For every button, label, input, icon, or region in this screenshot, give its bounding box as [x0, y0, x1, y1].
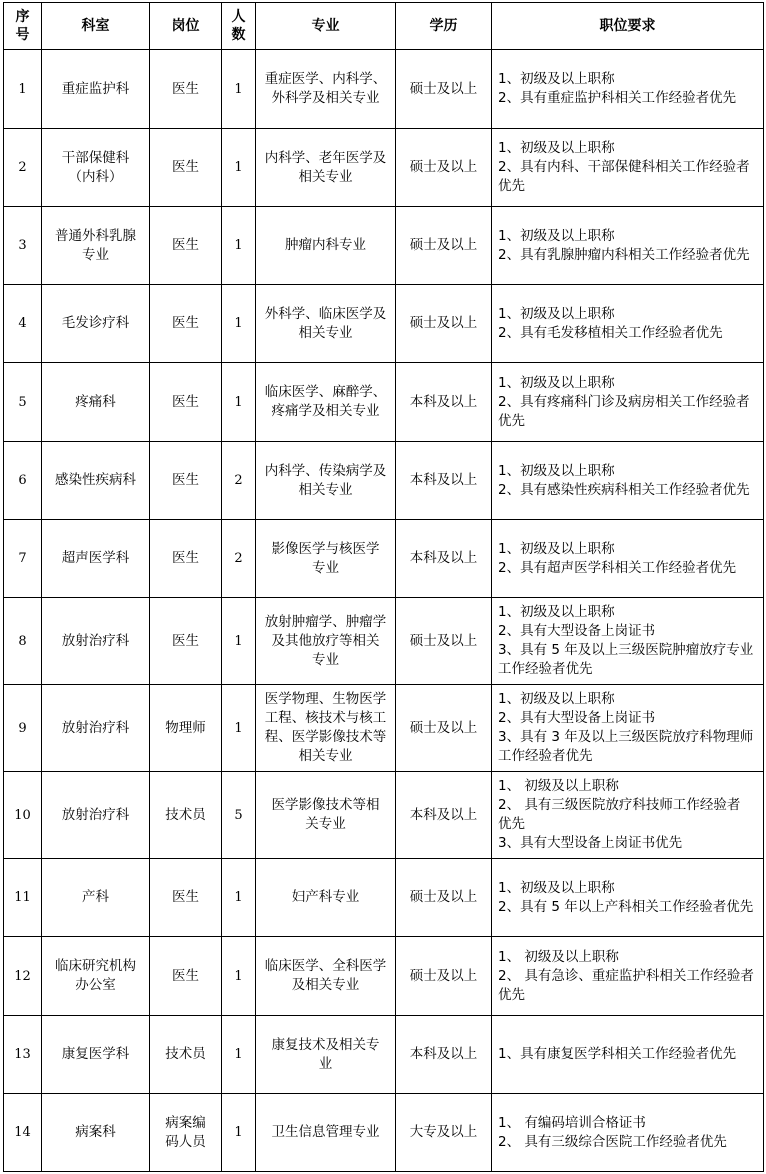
requirement-line: 1、初级及以上职称	[498, 462, 615, 479]
dept-cell	[42, 285, 150, 363]
major-line: 专业	[312, 651, 339, 668]
dept-cell	[42, 772, 150, 859]
count-cell: 1	[222, 1016, 256, 1094]
requirement-line: 1、初级及以上职称	[498, 305, 615, 322]
major-cell	[256, 285, 396, 363]
major-line: 肿瘤内科专业	[285, 237, 366, 253]
table-row	[4, 442, 764, 520]
major-line: 及相关专业	[291, 977, 360, 993]
header-edu: 学历	[396, 3, 492, 50]
seq-cell: 12	[4, 937, 42, 1016]
major-line: 康复技术及相关专	[271, 1036, 380, 1053]
major-cell	[256, 937, 396, 1016]
edu-cell: 大专及以上	[396, 1094, 492, 1172]
requirement-line: 2、具有毛发移植相关工作经验者优先	[498, 324, 723, 341]
requirement-line: 2、具有疼痛科门诊及病房相关工作经验者	[498, 393, 750, 410]
seq-cell: 4	[4, 285, 42, 363]
header-major: 专业	[256, 3, 396, 50]
requirement-line: 优先	[498, 412, 525, 429]
requirement-line: 工作经验者优先	[498, 661, 593, 677]
count-cell: 2	[222, 520, 256, 598]
major-line: 相关专业	[298, 324, 353, 341]
post-line: 医生	[172, 632, 199, 649]
header-req: 职位要求	[492, 3, 764, 50]
dept-line: （内科）	[68, 168, 123, 185]
major-line: 医学物理、生物医学	[264, 691, 387, 707]
seq-cell: 11	[4, 859, 42, 937]
requirement-cell	[492, 598, 764, 685]
dept-line: 干部保健科	[61, 149, 130, 166]
post-line: 医生	[172, 889, 199, 905]
major-line: 关专业	[305, 816, 346, 832]
major-line: 内科学、老年医学及	[264, 149, 387, 166]
edu-cell: 本科及以上	[396, 520, 492, 598]
major-line: 医学影像技术等相	[271, 797, 380, 813]
dept-cell	[42, 598, 150, 685]
major-line: 工程、核技术与核工	[264, 710, 387, 726]
edu-cell: 本科及以上	[396, 1016, 492, 1094]
dept-cell	[42, 1016, 150, 1094]
header-seq: 序 号	[4, 3, 42, 50]
post-line: 物理师	[165, 719, 206, 736]
post-line: 医生	[172, 967, 199, 984]
requirement-line: 2、 具有急诊、重症监护科相关工作经验者	[498, 967, 754, 984]
post-line: 技术员	[165, 806, 206, 823]
dept-line: 放射治疗科	[61, 806, 130, 823]
seq-cell: 13	[4, 1016, 42, 1094]
requirement-line: 3、具有大型设备上岗证书优先	[498, 835, 683, 851]
count-cell: 1	[222, 859, 256, 937]
requirement-cell	[492, 859, 764, 937]
table-row	[4, 685, 764, 772]
major-cell	[256, 442, 396, 520]
requirement-line: 2、具有感染性疾病科相关工作经验者优先	[498, 481, 750, 498]
major-line: 相关专业	[298, 168, 353, 185]
requirement-line: 2、具有内科、干部保健科相关工作经验者	[498, 159, 750, 175]
major-line: 程、医学影像技术等	[264, 729, 387, 745]
dept-line: 超声医学科	[61, 550, 130, 566]
seq-cell: 6	[4, 442, 42, 520]
major-cell	[256, 772, 396, 859]
edu-cell: 硕士及以上	[396, 598, 492, 685]
table-row	[4, 772, 764, 859]
edu-cell: 硕士及以上	[396, 285, 492, 363]
major-line: 业	[318, 1055, 333, 1072]
edu-cell: 硕士及以上	[396, 207, 492, 285]
requirement-cell	[492, 937, 764, 1016]
edu-cell: 硕士及以上	[396, 685, 492, 772]
major-line: 影像医学与核医学	[271, 540, 380, 557]
post-line: 医生	[172, 159, 199, 175]
post-cell	[150, 207, 222, 285]
requirement-line: 2、具有重症监护科相关工作经验者优先	[498, 90, 737, 106]
major-line: 内科学、传染病学及	[264, 462, 387, 479]
table-row	[4, 859, 764, 937]
requirement-line: 1、初级及以上职称	[498, 604, 615, 620]
dept-cell	[42, 685, 150, 772]
major-line: 专业	[312, 559, 339, 576]
table-row	[4, 207, 764, 285]
seq-cell: 14	[4, 1094, 42, 1172]
edu-cell: 本科及以上	[396, 442, 492, 520]
dept-cell	[42, 129, 150, 207]
seq-cell: 3	[4, 207, 42, 285]
major-line: 相关专业	[298, 748, 353, 764]
table-row	[4, 598, 764, 685]
seq-cell: 8	[4, 598, 42, 685]
requirement-cell	[492, 129, 764, 207]
count-cell: 1	[222, 363, 256, 442]
post-cell	[150, 598, 222, 685]
major-line: 外科学、临床医学及	[264, 305, 387, 322]
major-line: 临床医学、麻醉学、	[264, 384, 387, 400]
requirement-line: 1、 初级及以上职称	[498, 948, 619, 965]
requirement-cell	[492, 1016, 764, 1094]
post-cell	[150, 285, 222, 363]
requirement-line: 2、具有 5 年以上产科相关工作经验者优先	[498, 898, 754, 915]
dept-cell	[42, 1094, 150, 1172]
requirement-line: 优先	[498, 816, 525, 832]
major-cell	[256, 520, 396, 598]
requirement-line: 3、具有 3 年及以上三级医院放疗科物理师	[498, 729, 754, 745]
edu-cell: 本科及以上	[396, 772, 492, 859]
requirement-cell	[492, 1094, 764, 1172]
dept-line: 普通外科乳腺	[55, 227, 136, 244]
major-cell	[256, 129, 396, 207]
seq-cell: 5	[4, 363, 42, 442]
dept-line: 感染性疾病科	[55, 472, 136, 488]
post-line: 医生	[172, 550, 199, 566]
count-cell: 1	[222, 129, 256, 207]
requirement-line: 2、 具有三级医院放疗科技师工作经验者	[498, 797, 741, 813]
post-cell	[150, 937, 222, 1016]
count-cell: 2	[222, 442, 256, 520]
table-body	[4, 50, 764, 1172]
dept-cell	[42, 207, 150, 285]
dept-line: 专业	[82, 246, 109, 263]
requirement-cell	[492, 772, 764, 859]
edu-cell: 硕士及以上	[396, 859, 492, 937]
seq-cell: 9	[4, 685, 42, 772]
count-cell: 5	[222, 772, 256, 859]
post-line: 码人员	[165, 1133, 206, 1150]
requirement-line: 1、初级及以上职称	[498, 691, 615, 707]
requirement-line: 优先	[498, 986, 525, 1003]
major-cell	[256, 1094, 396, 1172]
post-cell	[150, 520, 222, 598]
post-cell	[150, 1016, 222, 1094]
seq-cell: 10	[4, 772, 42, 859]
dept-line: 康复医学科	[61, 1046, 130, 1062]
post-cell	[150, 772, 222, 859]
major-line: 及其他放疗等相关	[271, 632, 380, 649]
table-row	[4, 1094, 764, 1172]
major-cell	[256, 685, 396, 772]
requirement-cell	[492, 363, 764, 442]
requirement-line: 3、具有 5 年及以上三级医院肿瘤放疗专业	[498, 642, 754, 658]
table-row	[4, 937, 764, 1016]
seq-cell: 2	[4, 129, 42, 207]
seq-cell: 1	[4, 50, 42, 129]
dept-cell	[42, 520, 150, 598]
recruitment-table	[3, 2, 764, 1172]
requirement-cell	[492, 285, 764, 363]
major-line: 卫生信息管理专业	[271, 1124, 380, 1140]
table-row	[4, 363, 764, 442]
dept-cell	[42, 859, 150, 937]
header-post: 岗位	[150, 3, 222, 50]
post-line: 医生	[172, 472, 199, 488]
requirement-line: 2、具有大型设备上岗证书	[498, 710, 656, 726]
count-cell: 1	[222, 285, 256, 363]
dept-line: 毛发诊疗科	[61, 315, 130, 331]
post-cell	[150, 50, 222, 129]
dept-cell	[42, 363, 150, 442]
seq-cell: 7	[4, 520, 42, 598]
count-cell: 1	[222, 50, 256, 129]
major-line: 外科学及相关专业	[271, 90, 380, 106]
post-line: 医生	[172, 315, 199, 331]
major-cell	[256, 363, 396, 442]
post-cell	[150, 859, 222, 937]
requirement-line: 1、初级及以上职称	[498, 227, 615, 244]
major-line: 放射肿瘤学、肿瘤学	[264, 613, 387, 630]
post-cell	[150, 1094, 222, 1172]
major-line: 疼痛学及相关专业	[271, 403, 380, 419]
count-cell: 1	[222, 207, 256, 285]
table-row	[4, 520, 764, 598]
dept-cell	[42, 50, 150, 129]
post-cell	[150, 363, 222, 442]
count-cell: 1	[222, 685, 256, 772]
dept-line: 疼痛科	[75, 393, 116, 410]
requirement-line: 2、具有乳腺肿瘤内科相关工作经验者优先	[498, 246, 750, 263]
dept-cell	[42, 442, 150, 520]
major-line: 重症医学、内科学、	[264, 71, 387, 87]
requirement-line: 优先	[498, 178, 525, 194]
table-row	[4, 1016, 764, 1094]
dept-cell	[42, 937, 150, 1016]
major-cell	[256, 859, 396, 937]
major-cell	[256, 598, 396, 685]
major-line: 相关专业	[298, 481, 353, 498]
requirement-line: 1、具有康复医学科相关工作经验者优先	[498, 1046, 737, 1062]
post-cell	[150, 685, 222, 772]
edu-cell: 硕士及以上	[396, 129, 492, 207]
post-line: 病案编	[165, 1114, 206, 1131]
major-cell	[256, 1016, 396, 1094]
requirement-line: 2、具有大型设备上岗证书	[498, 623, 656, 639]
requirement-cell	[492, 520, 764, 598]
count-cell: 1	[222, 937, 256, 1016]
dept-line: 放射治疗科	[61, 719, 130, 736]
header-count: 人 数	[222, 3, 256, 50]
post-line: 医生	[172, 80, 199, 97]
requirement-line: 2、 具有三级综合医院工作经验者优先	[498, 1133, 727, 1150]
dept-line: 产科	[82, 889, 109, 905]
table-row	[4, 129, 764, 207]
requirement-line: 工作经验者优先	[498, 748, 593, 764]
requirement-line: 1、初级及以上职称	[498, 540, 615, 557]
edu-cell: 本科及以上	[396, 363, 492, 442]
post-cell	[150, 442, 222, 520]
table-row	[4, 285, 764, 363]
requirement-line: 1、初级及以上职称	[498, 374, 615, 391]
post-line: 医生	[172, 393, 199, 410]
requirement-cell	[492, 442, 764, 520]
dept-line: 重症监护科	[61, 80, 130, 97]
major-line: 妇产科专业	[291, 889, 360, 905]
post-line: 技术员	[165, 1046, 206, 1062]
post-cell	[150, 129, 222, 207]
header-row	[4, 3, 764, 50]
major-cell	[256, 50, 396, 129]
major-cell	[256, 207, 396, 285]
dept-line: 病案科	[75, 1124, 116, 1140]
requirement-line: 2、具有超声医学科相关工作经验者优先	[498, 559, 737, 576]
requirement-cell	[492, 50, 764, 129]
requirement-line: 1、初级及以上职称	[498, 879, 615, 896]
requirement-line: 1、 有编码培训合格证书	[498, 1114, 646, 1131]
requirement-line: 1、初级及以上职称	[498, 140, 615, 156]
dept-line: 放射治疗科	[61, 632, 130, 649]
edu-cell: 硕士及以上	[396, 937, 492, 1016]
requirement-cell	[492, 207, 764, 285]
count-cell: 1	[222, 1094, 256, 1172]
count-cell: 1	[222, 598, 256, 685]
header-dept: 科室	[42, 3, 150, 50]
table-row	[4, 50, 764, 129]
requirement-line: 1、初级及以上职称	[498, 71, 615, 87]
requirement-cell	[492, 685, 764, 772]
dept-line: 办公室	[75, 977, 116, 993]
requirement-line: 1、 初级及以上职称	[498, 778, 619, 794]
edu-cell: 硕士及以上	[396, 50, 492, 129]
post-line: 医生	[172, 237, 199, 253]
dept-line: 临床研究机构	[55, 958, 136, 974]
major-line: 临床医学、全科医学	[264, 958, 387, 974]
